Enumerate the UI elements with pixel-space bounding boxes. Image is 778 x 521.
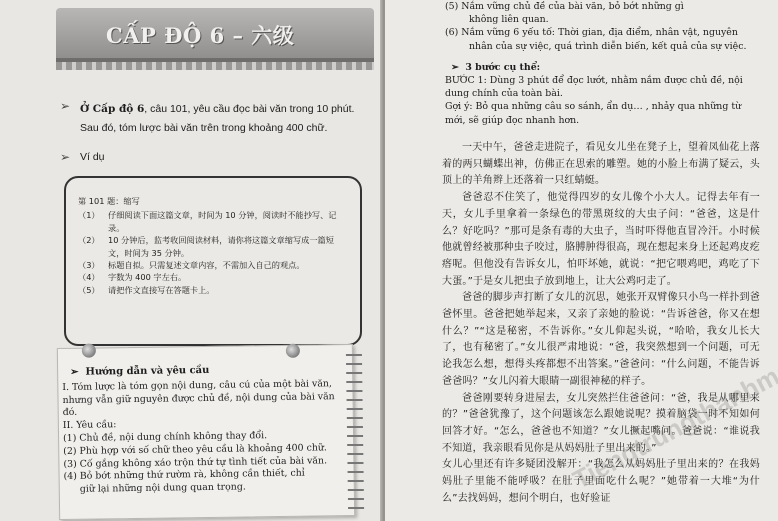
story-paragraph: 爸爸刚要转身进屋去，女儿突然拦住爸爸问：“爸，我是从哪里来的？”爸爸犹豫了，这个问题该怎么跟她说呢？摸着脑袋一时不知如何回答才好。“怎么，爸爸也不知道？”女儿撅起嘴问。爸爸说：“谁说我不知道，我亲眼看见你是从妈妈肚子里出来的。”	[442, 392, 760, 454]
requirement-6: (6) Nắm vững 6 yếu tố: Thời gian, địa điểm, nhân vật, nguyên	[445, 27, 738, 39]
guide-line: II. Yêu cầu:	[62, 419, 117, 432]
requirements-section	[445, 0, 775, 127]
banner-stripes	[56, 62, 374, 70]
example-box-item: （1） 仔细阅读下面这篇文章，时间为 10 分钟，阅读时不能抄写、记录。	[78, 210, 337, 233]
guide-line: giữ lại những nội dung quan trọng.	[79, 481, 246, 495]
hint: Gợi ý: Bỏ qua những câu so sánh, ẩn dụ… , nhảy qua những từ	[445, 101, 742, 113]
step-1-cont: dung chính của toàn bài.	[445, 88, 563, 100]
example-box-item: （2） 10 分钟后，监考收回阅读材料，请你将这篇文章缩写成一篇短文，时间为 35 分钟。	[78, 235, 334, 258]
requirement-5: (5) Nắm vững chủ đề của bài văn, bỏ bớt những gì	[445, 1, 684, 12]
right-page	[385, 0, 778, 521]
pushpin-icon	[286, 344, 300, 358]
guide-line: (1) Chủ đề, nội dung chính không thay đổi.	[62, 430, 268, 444]
example-box-title: 第 101 题：缩写	[78, 196, 140, 206]
guide-line: (3) Cố gắng không xáo trộn thứ tự tình tiết của bài văn.	[63, 454, 328, 470]
story-paragraph: 一天中午，爸爸走进院子，看见女儿坐在凳子上，望着凤仙花上落着的两只蝴蝶出神，仿佛正在思索的雕塑。她的小脸上布满了疑云，头顶上的羊角辫上还落着一只红蜻蜓。	[442, 142, 760, 187]
left-page	[0, 0, 383, 521]
guide-line: đó.	[62, 407, 78, 419]
example-box-item: （5） 请把作文直接写在答题卡上。	[78, 284, 215, 295]
instruction-lead: Ở Cấp độ 6	[80, 103, 145, 115]
example-label: Ví dụ	[80, 151, 105, 163]
guide-line: (2) Phù hợp với số chữ theo yêu cầu là khoảng 400 chữ.	[63, 442, 327, 457]
requirement-6-cont: nhân của sự việc, quá trình diễn biến, kết quả của sự việc.	[469, 40, 747, 52]
guide-content	[62, 363, 350, 497]
example-box-item: （3） 标题自拟。只需复述文章内容，不需加入自己的观点。	[78, 260, 305, 271]
step-1: BƯỚC 1: Dùng 3 phút để đọc lướt, nhằm nắm được chủ đề, nội	[445, 75, 743, 87]
pushpin-icon	[82, 344, 96, 358]
instruction-rest: , câu 101, yêu cầu đọc bài văn trong 10 phút. Sau đó, tóm lược bài văn trên trong khoảng 400 chữ.	[80, 103, 355, 134]
story-paragraph: 女儿心里还有许多疑团没解开：“我怎么从妈妈肚子里出来的？在我妈妈肚子里能不能呼吸？在肚子里面吃什么呢？”她带着一大堆“为什么”去找妈妈，想问个明白，也好验证	[442, 459, 760, 504]
steps-title: ➢ 3 bước cụ thể:	[451, 61, 541, 73]
guide-notebook	[57, 344, 355, 520]
story-paragraph: 爸爸忍不住笑了，他觉得四岁的女儿像个小大人。记得去年有一天，女儿手里拿着一条绿色的带黑斑纹的大虫子问：“爸爸，这是什么？好吃吗？”那可是条有毒的大虫子，当时吓得他直冒冷汗。小时候他就曾经被那种虫子咬过，胳膊肿得很高，现在想起来身上还起鸡皮疙瘩呢。但他没有告诉女儿，怕吓坏她，就说：“把它喂鸡吧，鸡吃了下大蛋。”于是女儿把虫子放到地上，让大公鸡叼走了。	[442, 192, 760, 287]
guide-line: nhưng vẫn giữ nguyên được chủ đề, nội dung của bài văn	[62, 390, 335, 406]
guide-line: I. Tóm lược là tóm gọn nội dung, câu cú của một bài văn,	[62, 378, 332, 393]
banner-title: CẤP ĐỘ 6 – 六级	[106, 23, 295, 48]
instruction-paragraph	[80, 100, 370, 138]
requirement-5-cont: không liên quan.	[469, 14, 549, 26]
example-box	[64, 176, 362, 346]
hint-cont: mới, sẽ giúp đọc nhanh hơn.	[445, 114, 580, 126]
guide-title: ➢ Hướng dẫn và yêu cầu	[70, 364, 210, 378]
arrow-bullet-icon: ➢	[60, 99, 71, 113]
guide-line: (4) Bỏ bớt những thứ rườm rà, không cần thiết, chỉ	[63, 468, 305, 483]
level-banner	[56, 8, 374, 62]
arrow-bullet-icon: ➢	[60, 150, 71, 164]
example-box-item: （4） 字数为 400 字左右。	[78, 272, 187, 283]
story-paragraph: 爸爸的脚步声打断了女儿的沉思，她张开双臂像只小鸟一样扑到爸爸怀里。爸爸把她举起来，又亲了亲她的脸说：“告诉爸爸，你又在想什么？”“这是秘密，不告诉你。”女儿仰起头说，“哈哈，我女儿长大了，也有秘密了。”女儿很严肃地说：“爸，我突然想到一个问题，可无论我怎么想，想得头疼都想不出答案。”爸爸问：“什么问题，不能告诉爸爸吗？”女儿闪着大眼睛一副很神秘的样子。	[442, 292, 760, 387]
